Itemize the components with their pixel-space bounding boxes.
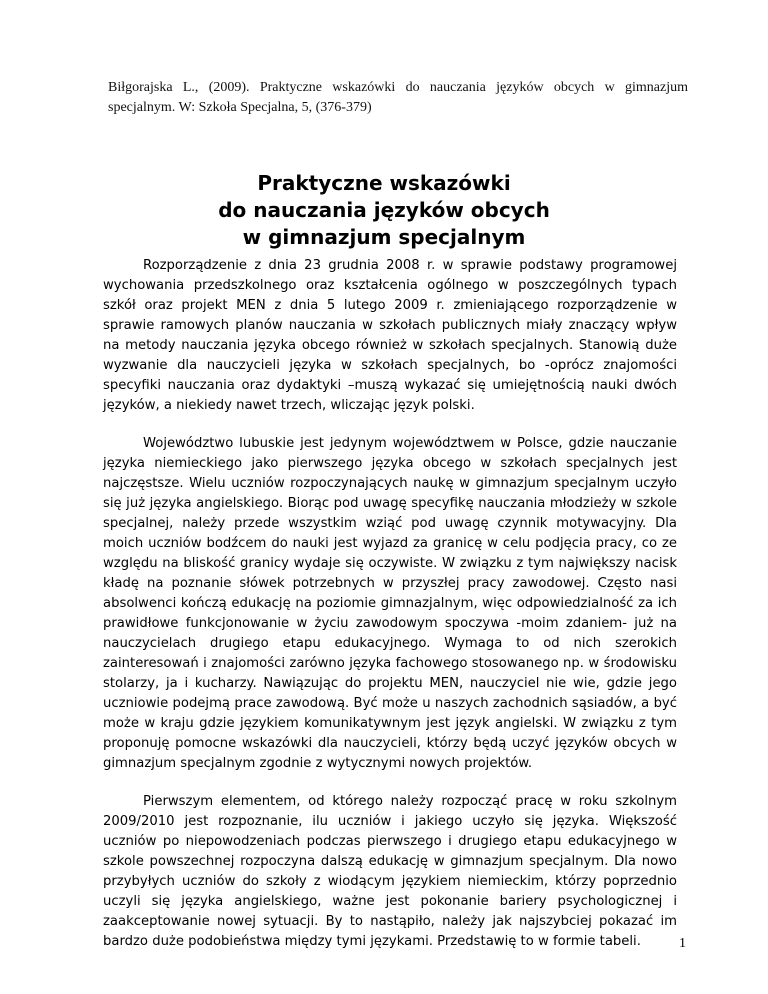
article-body xyxy=(103,256,677,970)
title-line-2: do nauczania języków obcych xyxy=(218,198,550,222)
paragraph-3: Pierwszym elementem, od którego należy rozpocząć pracę w roku szkolnym 2009/2010 jest rozpoznanie, ilu uczniów i jakiego uczyło się języka. Większość uczniów po niepowodzeniach podczas pierwszego i drugiego etapu edukacyjnego w szkole powszechnej rozpoczyna dalszą edukację w gimnazjum specjalnym. Dla nowo przybyłych uczniów do szkoły z wiodącym językiem niemieckim, którzy poprzednio uczyli się języka angielskiego, ważne jest pokonanie bariery psychologicznej i zaakceptowanie nowej sytuacji. By to nastąpiło, należy jak najszybciej pokazać im bardzo duże podobieństwa między tymi językami. Przedstawię to w formie tabeli. xyxy=(103,794,677,949)
page-number: 1 xyxy=(679,936,686,951)
paragraph-2: Województwo lubuskie jest jedynym województwem w Polsce, gdzie nauczanie języka niemieckiego jako pierwszego języka obcego w szkołach specjalnych jest najczęstsze. Wielu uczniów rozpoczynających naukę w gimnazjum specjalnym uczyło się już języka angielskiego. Biorąc pod uwagę specyfikę nauczania młodzieży w szkole specjalnej, należy przede wszystkim wziąć pod uwagę czynnik motywacyjny. Dla moich uczniów bodźcem do nauki jest wyjazd za granicę w celu podjęcia pracy, co ze względu na bliskość granicy wydaje się oczywiste. W związku z tym największy nacisk kładę na poznanie słówek potrzebnych w przyszłej pracy zawodowej. Często nasi absolwenci kończą edukację na poziomie gimnazjalnym, więc odpowiedzialność za ich prawidłowe funkcjonowanie w życiu zawodowym spoczywa -moim zdaniem- już na nauczycielach drugiego etapu edukacyjnego. Wymaga to od nich szerokich zainteresowań i znajomości zarówno języka fachowego stosowanego np. w środowisku stolarzy, ja i kucharzy. Nawiązując do projektu MEN, nauczyciel nie wie, gdzie jego uczniowie podejmą prace zawodową. Być może u naszych zachodnich sąsiadów, a być może w kraju gdzie językiem komunikatywnym jest język angielski. W związku z tym proponuję pomocne wskazówki dla nauczycieli, którzy będą uczyć języków obcych w gimnazjum specjalnym zgodnie z wytycznymi nowych projektów. xyxy=(103,436,677,771)
citation: Biłgorajska L., (2009). Praktyczne wskazówki do nauczania języków obcych w gimnazjum specjalnym. W: Szkoła Specjalna, 5, (376-379) xyxy=(108,80,688,115)
title-line-1: Praktyczne wskazówki xyxy=(257,171,511,195)
article-title xyxy=(108,170,660,251)
paragraph-1: Rozporządzenie z dnia 23 grudnia 2008 r. w sprawie podstawy programowej wychowania przedszkolnego oraz kształcenia ogólnego w poszczególnych typach szkół oraz projekt MEN z dnia 5 lutego 2009 r. zmieniającego rozporządzenie w sprawie ramowych planów nauczania w szkołach publicznych miały znaczący wpływ na metody nauczania języka obcego również w szkołach specjalnych. Stanowią duże wyzwanie dla nauczycieli języka w szkołach specjalnych, bo -oprócz znajomości specyfiki nauczania oraz dydaktyki –muszą wykazać się umiejętnością nauki dwóch języków, a niekiedy nawet trzech, wliczając język polski. xyxy=(103,258,677,413)
title-line-3: w gimnazjum specjalnym xyxy=(242,225,526,249)
